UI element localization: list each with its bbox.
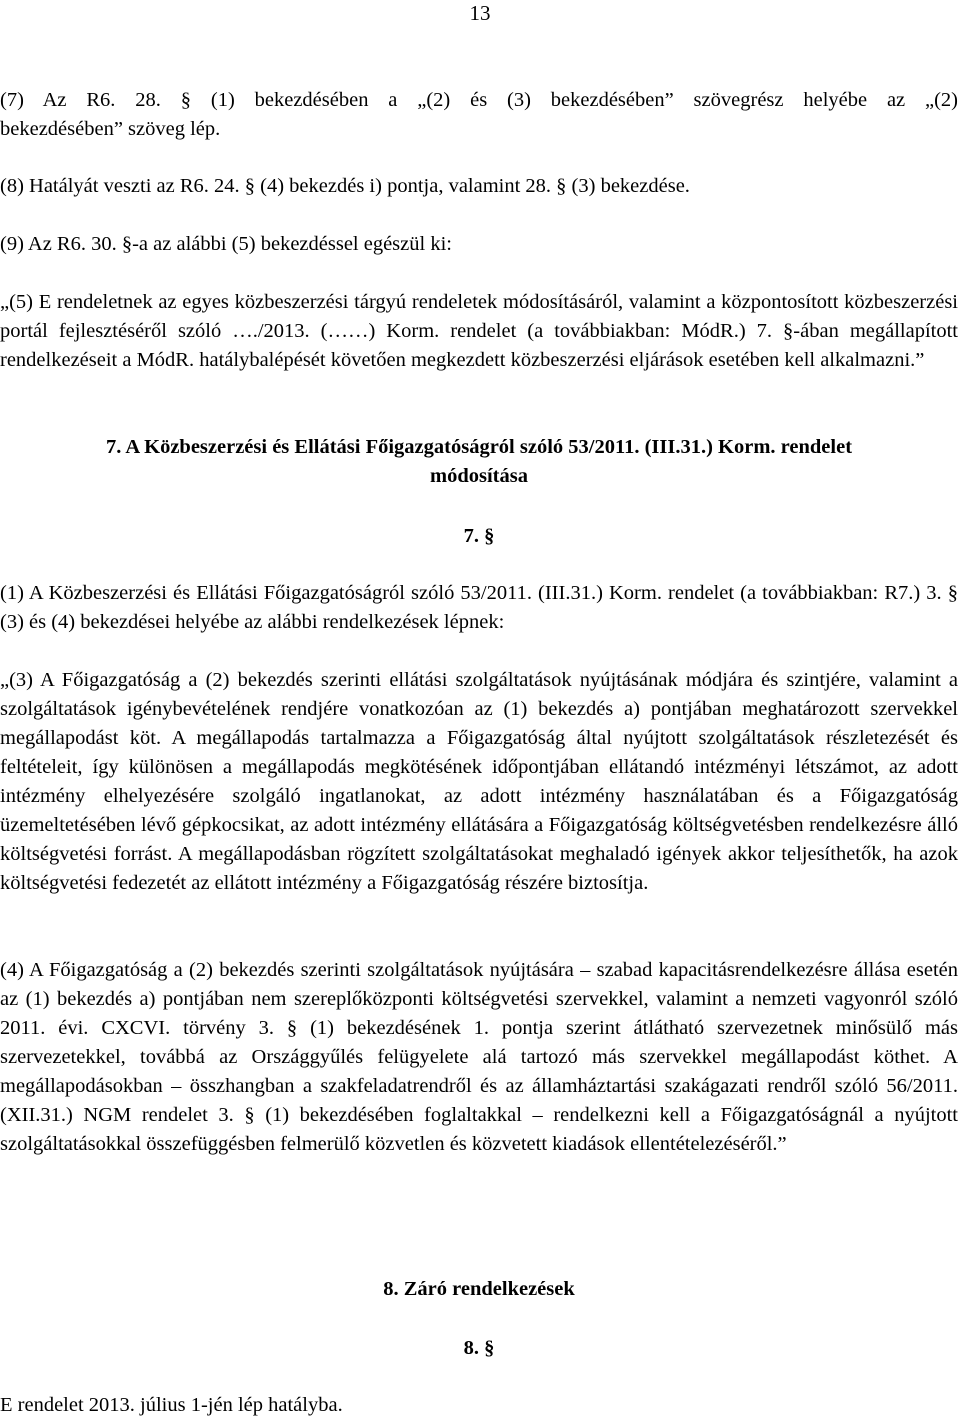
- section-8-heading: 8. Záró rendelkezések: [383, 1278, 575, 1300]
- page-number: 13: [469, 1, 491, 25]
- paragraph-8: (8) Hatályát veszti az R6. 24. § (4) bekezdés i) pontja, valamint 28. § (3) bekezdése.: [0, 175, 690, 197]
- quoted-paragraph-4: (4) A Főigazgatóság a (2) bekezdés szerinti szolgáltatások nyújtására – szabad kapacitásrendelkezésre állása esetén az (1) bekezdés a) pontjában nem szereplőközponti költségvetési szervekkel, valamint a nemzeti vagyonról szóló 2011. évi. CXCVI. törvény 3. § (1) bekezdésének 1. pontja szerint átlátható szervezetnek minősülő más szervezetekkel, továbbá az Országgyűlés felügyelete alá tartozó más szervekkel megállapodást köthet. A megállapodásokban – összhangban a szakfeladatrendről és az államháztartási szakágazati rendről szóló 56/2011. (XII.31.) NGM rendelet 3. § (1) bekezdésében foglaltakkal – rendelkezni kell a Főigazgatóságnál a nyújtott szolgáltatásokkal összefüggésben felmerülő közvetlen és közvetett kiadások ellentételezéséről.”: [0, 959, 958, 1155]
- paragraph-9: (9) Az R6. 30. §-a az alábbi (5) bekezdéssel egészül ki:: [0, 233, 452, 255]
- section-8-text: E rendelet 2013. július 1-jén lép hatályba.: [0, 1394, 343, 1416]
- paragraph-7: [0, 86, 958, 144]
- paragraph-7-line-2: bekezdésében” szöveg lép.: [0, 118, 221, 140]
- section-8-paragraph-number: 8. §: [463, 1337, 495, 1359]
- section-7-heading-line-1: 7. A Közbeszerzési és Ellátási Főigazgatóságról szóló 53/2011. (III.31.) Korm. rendelet: [105, 436, 853, 458]
- quoted-paragraph-5: „(5) E rendeletnek az egyes közbeszerzési tárgyú rendeletek módosításáról, valamint a központosított közbeszerzési portál fejlesztéséről szóló …./2013. (……) Korm. rendelet (a továbbiakban: MódR.) 7. §-ában megállapított rendelkezéseit a MódR. hatálybalépését követően megkezdett közbeszerzési eljárások esetében kell alkalmazni.”: [0, 291, 958, 371]
- section-7-heading: [0, 433, 958, 491]
- section-7-paragraph-number: 7. §: [463, 525, 495, 547]
- paragraph-7-line-1: (7) Az R6. 28. § (1) bekezdésében a „(2) és (3) bekezdésében” szövegrész helyébe az „(2): [0, 89, 958, 111]
- quoted-paragraph-3: „(3) A Főigazgatóság a (2) bekezdés szerinti ellátási szolgáltatások nyújtásának módjára és szintjére, valamint a szolgáltatások igénybevételének rendjére vonatkozóan az (1) bekezdés a) pontjában meghatározott szervekkel megállapodást köt. A megállapodás tartalmazza a Főigazgatóság által nyújtott szolgáltatások részletezését és feltételeit, így különösen a megállapodás megkötésének időpontjában ellátandó intézményi létszámot, az adott intézmény elhelyezésére szolgáló ingatlanokat, az adott intézmény használatában és a Főigazgatóság üzemeltetésében lévő gépkocsikat, az adott intézmény ellátására a Főigazgatóság költségvetésben rendelkezésre álló költségvetési forrást. A megállapodásban rögzített szolgáltatásokat meghaladó igények akkor teljesíthetők, ha azok költségvetési fedezetét az ellátott intézmény a Főigazgatóság részére biztosítja.: [0, 669, 958, 894]
- section-7-heading-line-2: módosítása: [430, 465, 528, 487]
- section-7-intro: (1) A Közbeszerzési és Ellátási Főigazgatóságról szóló 53/2011. (III.31.) Korm. rendelet (a továbbiakban: R7.) 3. § (3) és (4) bekezdései helyébe az alábbi rendelkezések lépnek:: [0, 582, 958, 633]
